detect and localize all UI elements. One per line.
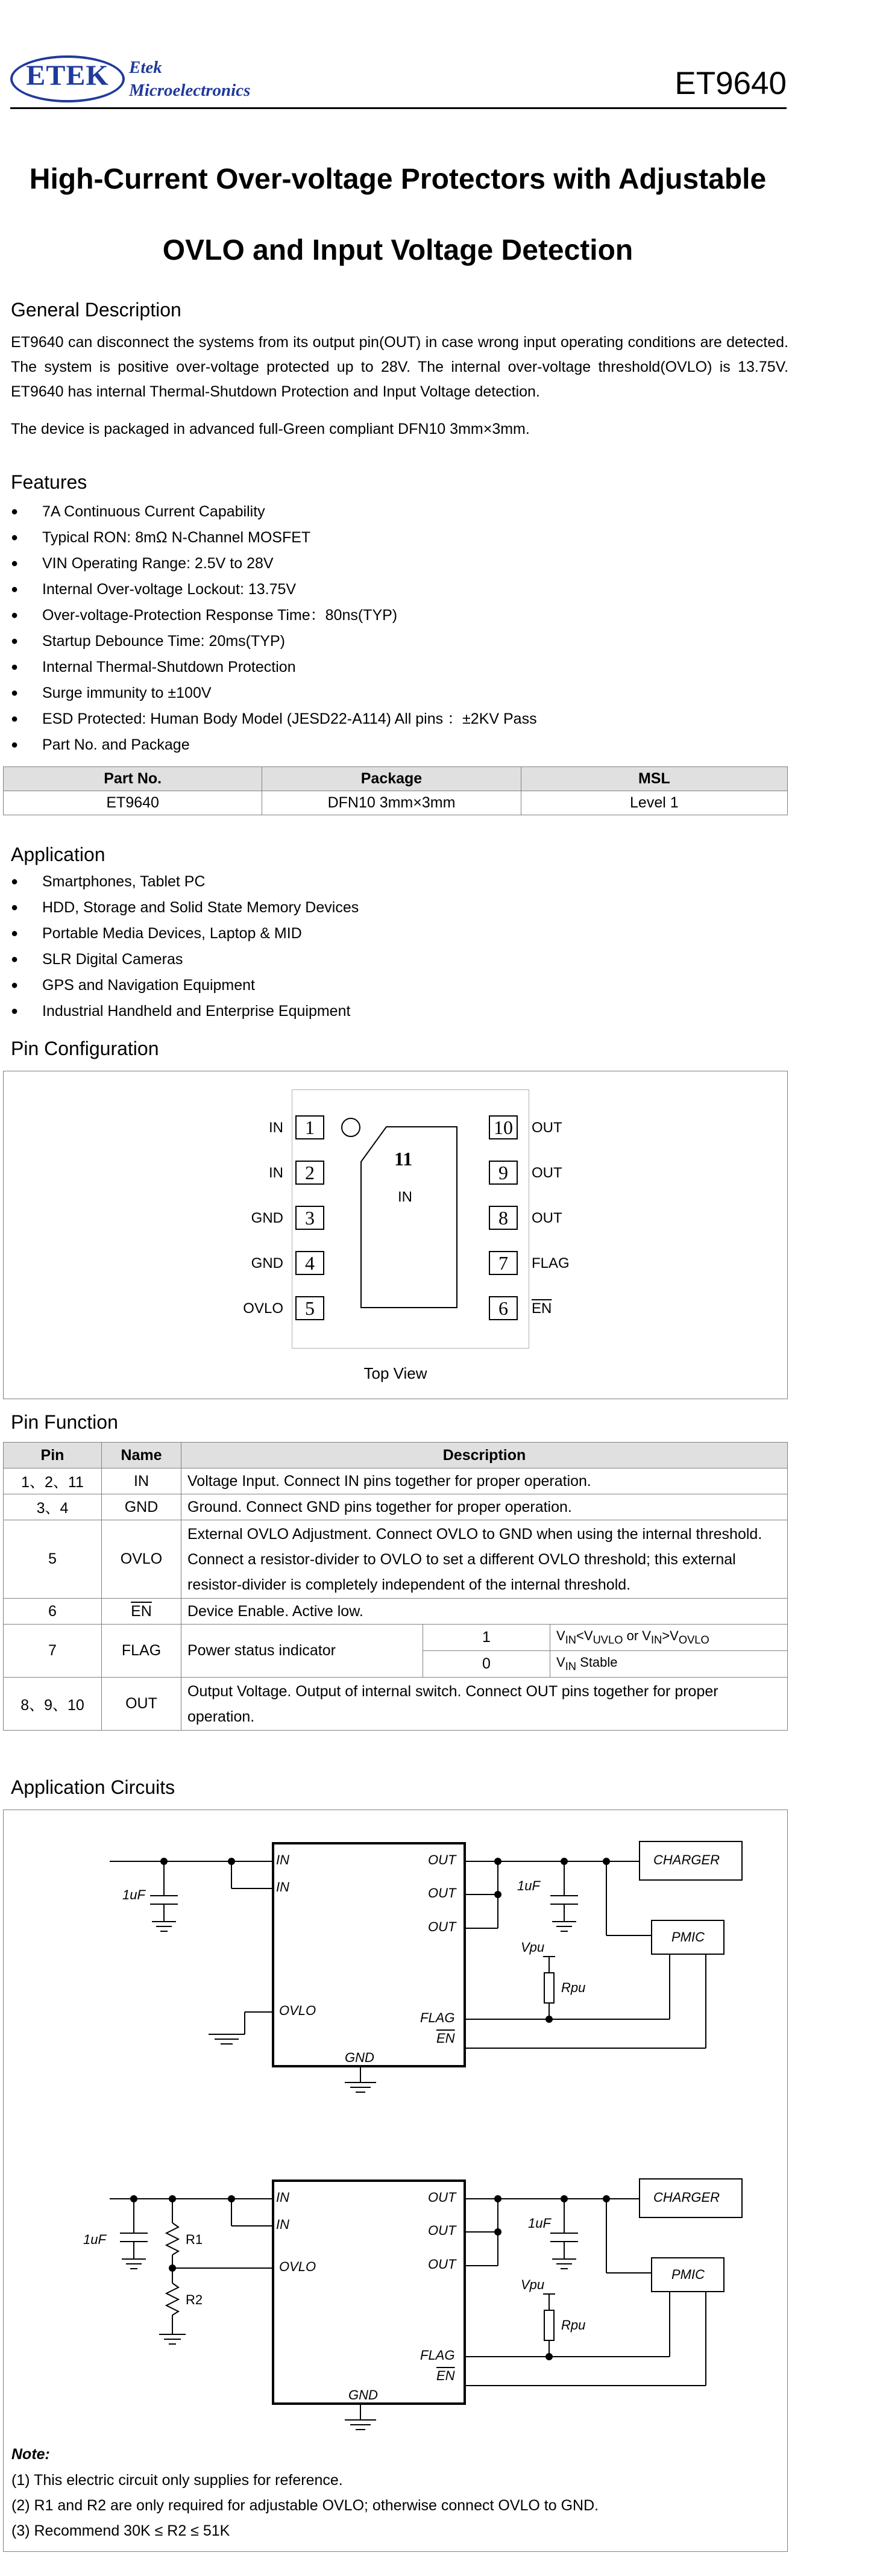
notes-heading: Note: (11, 2446, 50, 2463)
c2-cap-out: 1uF (528, 2216, 551, 2231)
pin-config-frame (3, 1071, 788, 1399)
cell-package: DFN10 3mm×3mm (262, 791, 521, 815)
pin-2-box: 2 (295, 1161, 324, 1185)
c2-ovlo: OVLO (279, 2259, 316, 2274)
pin-6-box: 6 (489, 1296, 518, 1320)
pin-2-label: IN (269, 1165, 283, 1181)
circuit-1 (110, 1841, 742, 2092)
table-row: 8、9、10 OUT Output Voltage. Output of internal switch. Connect OUT pins together for proper operation. (4, 1678, 788, 1731)
application-item: ● Industrial Handheld and Enterprise Equipment (11, 998, 359, 1024)
col-package: Package (262, 767, 521, 791)
general-p1: ET9640 can disconnect the systems from its output pin(OUT) in case wrong input operating conditions are detected. The system is positive over-voltage protected up to 28V. The internal over-voltage threshold(OVLO) is 13.75V. ET9640 has internal Thermal-Shutdown Protection and Input Voltage detection. (11, 334, 788, 400)
top-view-caption: Top View (363, 1364, 427, 1382)
c1-ovlo: OVLO (279, 2003, 316, 2018)
feature-item: ● Part No. and Package (11, 732, 537, 758)
cell-part-no: ET9640 (4, 791, 262, 815)
pin-5-label: OVLO (243, 1300, 283, 1317)
pin-config-heading: Pin Configuration (11, 1038, 159, 1059)
c1-en: $\overline{EN}$ (436, 2031, 455, 2046)
pin-10-label: OUT (532, 1120, 562, 1136)
pin-9-box: 9 (489, 1161, 518, 1185)
c1-in-1: IN (276, 1852, 289, 1867)
col-msl: MSL (521, 767, 787, 791)
pin-4-box: 4 (295, 1251, 324, 1275)
c1-gnd: GND (345, 2050, 374, 2065)
features-list (11, 499, 537, 758)
c1-pmic: PMIC (671, 1929, 705, 1945)
feature-item: ● 7A Continuous Current Capability (11, 499, 537, 525)
pin-1-label: IN (269, 1120, 283, 1136)
table-row: 6 $\overline{EN}$ Device Enable. Active low. (4, 1599, 788, 1625)
feature-item: ● Over-voltage-Protection Response Time：80ns(TYP) (11, 603, 537, 628)
pin-10-box: 10 (489, 1115, 518, 1139)
pin-7-box: 7 (489, 1251, 518, 1275)
table-row: 3、4 GND Ground. Connect GND pins together for proper operation. (4, 1494, 788, 1520)
pin-3-box: 3 (295, 1206, 324, 1230)
pin-function-heading: Pin Function (11, 1411, 118, 1433)
c1-cap-out: 1uF (517, 1878, 540, 1893)
part-number: ET9640 (674, 66, 787, 101)
feature-item: ● Startup Debounce Time: 20ms(TYP) (11, 628, 537, 654)
col-description: Description (181, 1443, 788, 1468)
title-line2: OVLO and Input Voltage Detection (162, 234, 633, 266)
note-item: (3) Recommend 30K ≤ R2 ≤ 51K (11, 2522, 230, 2539)
flag-cond-1: $V_{IN}<V_{UVLO}$ or $V_{IN}>V_{OVLO}$ (556, 1628, 709, 1646)
c2-in-2: IN (276, 2217, 289, 2232)
note-item: (1) This electric circuit only supplies for reference. (11, 2472, 343, 2489)
application-item: ● Portable Media Devices, Laptop & MID (11, 921, 359, 947)
c2-gnd: GND (348, 2387, 378, 2402)
c2-out-1: OUT (428, 2190, 456, 2205)
table-row: 0 $V_{IN}$ Stable (4, 1651, 788, 1678)
feature-item: ● Typical RON: 8mΩ N-Channel MOSFET (11, 525, 537, 551)
application-item: ● Smartphones, Tablet PC (11, 869, 359, 895)
pin-6-label: $\overline{EN}$ (532, 1300, 552, 1317)
logo: ETEK (26, 60, 109, 92)
c2-pmic: PMIC (671, 2267, 705, 2282)
pin-3-label: GND (251, 1210, 283, 1226)
application-item: ● GPS and Navigation Equipment (11, 973, 359, 998)
circuit-2 (110, 2179, 742, 2430)
pin-5-box: 5 (295, 1296, 324, 1320)
c2-flag: FLAG (420, 2348, 455, 2363)
pin-1-box: 1 (295, 1115, 324, 1139)
note-item: (2) R1 and R2 are only required for adjustable OVLO; otherwise connect OVLO to GND. (11, 2497, 599, 2514)
circuits-frame (3, 1810, 788, 2552)
feature-item: ● VIN Operating Range: 2.5V to 28V (11, 551, 537, 577)
pin-8-box: 8 (489, 1206, 518, 1230)
c2-rpu: Rpu (561, 2317, 586, 2333)
c1-flag: FLAG (420, 2010, 455, 2025)
pin-7-label: FLAG (532, 1255, 570, 1271)
pad-name: IN (398, 1189, 412, 1205)
application-circuit-diagrams (4, 1810, 787, 2551)
application-heading: Application (11, 844, 105, 865)
feature-item: ● Internal Over-voltage Lockout: 13.75V (11, 577, 537, 603)
c1-cap-in: 1uF (122, 1887, 145, 1902)
c1-vpu: Vpu (521, 1940, 545, 1955)
col-pin: Pin (4, 1443, 102, 1468)
general-p2: The device is packaged in advanced full-Green compliant DFN10 3mm×3mm. (11, 421, 530, 437)
application-item: ● SLR Digital Cameras (11, 947, 359, 973)
table-row: 1、2、11 IN Voltage Input. Connect IN pins together for proper operation. (4, 1468, 788, 1494)
col-part-no: Part No. (4, 767, 262, 791)
c1-out-1: OUT (428, 1852, 456, 1867)
c1-in-2: IN (276, 1879, 289, 1894)
col-name: Name (102, 1443, 181, 1468)
c2-in-1: IN (276, 2190, 289, 2205)
features-heading: Features (11, 471, 87, 493)
pin-function-table (3, 1442, 788, 1731)
table-row: 5 OVLO External OVLO Adjustment. Connect OVLO to GND when using the internal threshold. Connect a resistor-divider to OVLO to set a different OVLO threshold; this external resistor-divider is completely independent of the internal threshold. (4, 1520, 788, 1599)
c2-charger: CHARGER (653, 2190, 720, 2205)
c2-en: $\overline{EN}$ (436, 2368, 455, 2383)
c2-cap-in: 1uF (83, 2232, 106, 2247)
c1-out-2: OUT (428, 1885, 456, 1901)
c2-vpu: Vpu (521, 2277, 545, 2292)
c1-rpu: Rpu (561, 1980, 586, 1995)
feature-item: ● Surge immunity to ±100V (11, 680, 537, 706)
feature-item: ● ESD Protected: Human Body Model (JESD22-A114) All pins ：±2KV Pass (11, 706, 537, 732)
cell-msl: Level 1 (521, 791, 787, 815)
c2-r1: R1 (186, 2232, 203, 2247)
c1-charger: CHARGER (653, 1852, 720, 1867)
title-line1: High-Current Over-voltage Protectors with Adjustable (29, 163, 767, 195)
flag-cond-0: $V_{IN}$ Stable (556, 1655, 618, 1673)
pad-number: 11 (394, 1148, 413, 1170)
feature-item: ● Internal Thermal-Shutdown Protection (11, 654, 537, 680)
circuits-heading: Application Circuits (11, 1776, 175, 1798)
application-list (11, 869, 359, 1024)
table-row: 7 FLAG Power status indicator 1 $V_{IN}<V_{UVLO}$ or $V_{IN}>V_{OVLO}$ (4, 1625, 788, 1651)
c2-out-3: OUT (428, 2257, 456, 2272)
pin-4-label: GND (251, 1255, 283, 1271)
c1-out-3: OUT (428, 1919, 456, 1934)
package-drawing (4, 1071, 787, 1399)
application-item: ● HDD, Storage and Solid State Memory Devices (11, 895, 359, 921)
pin-8-label: OUT (532, 1210, 562, 1226)
header-rule (10, 107, 787, 109)
c2-r2: R2 (186, 2292, 203, 2307)
general-heading: General Description (11, 299, 181, 321)
brand-line2: Microelectronics (129, 81, 251, 100)
pin-9-label: OUT (532, 1165, 562, 1181)
c2-out-2: OUT (428, 2223, 456, 2238)
package-table (3, 766, 788, 815)
brand-line1: Etek (129, 58, 162, 77)
